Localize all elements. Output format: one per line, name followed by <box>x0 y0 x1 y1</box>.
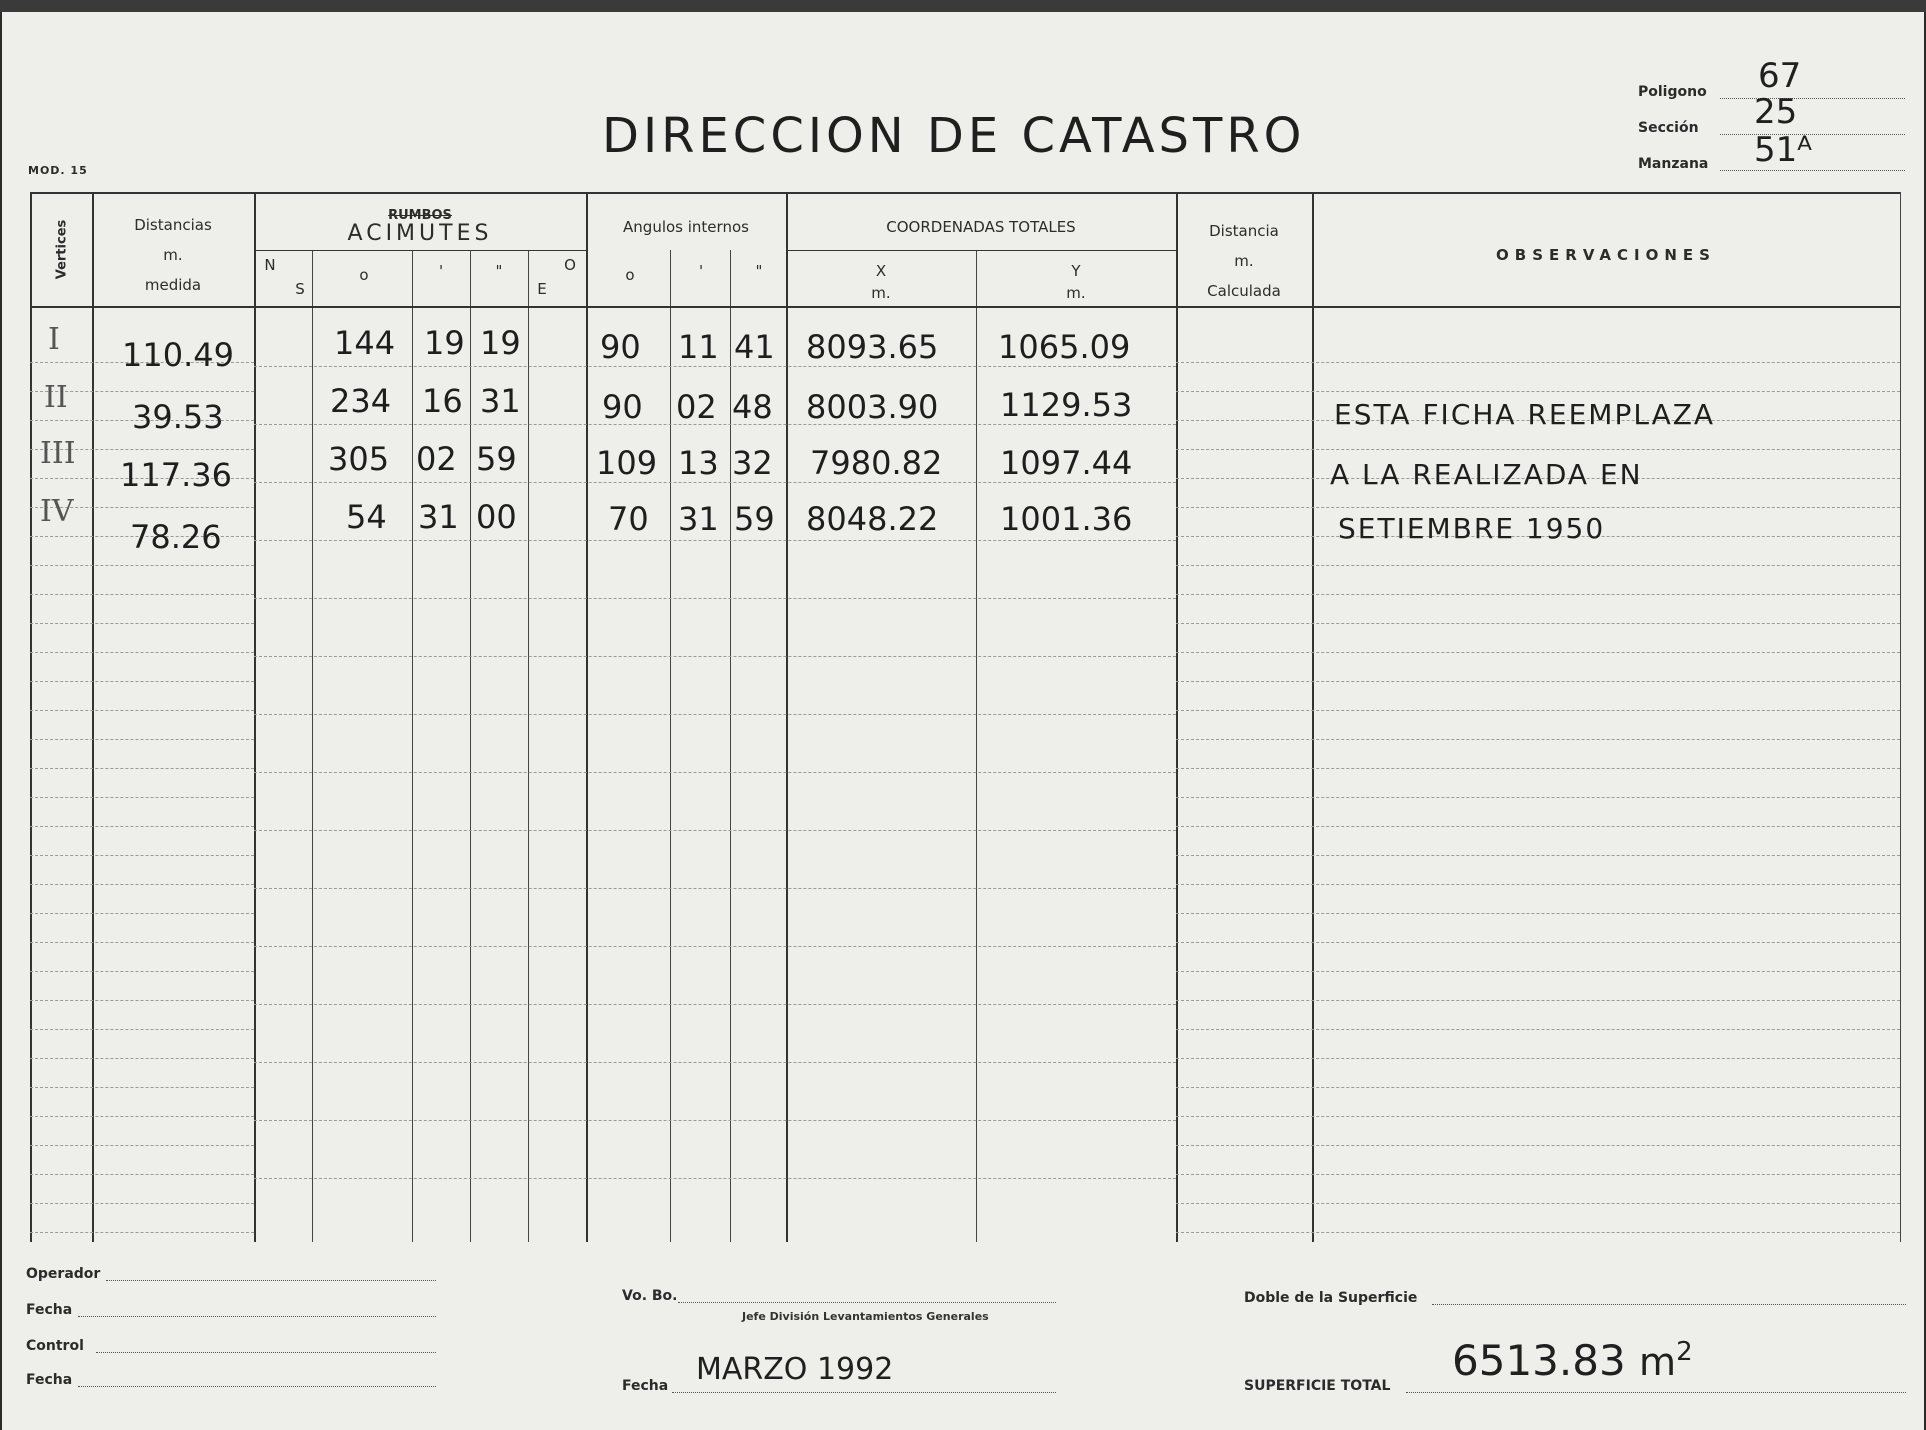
col-line <box>730 250 731 1242</box>
manzana-line <box>1720 170 1905 171</box>
vertices-header-text: Vertices <box>54 219 70 280</box>
col-line <box>470 250 471 1242</box>
row-rule <box>1176 1203 1900 1204</box>
row-rule <box>1176 1029 1900 1030</box>
distance-value: 78.26 <box>130 518 222 556</box>
row-rule <box>30 1145 254 1146</box>
row-rule <box>30 565 254 566</box>
angle-sec: 59 <box>734 500 775 538</box>
row-rule <box>254 1004 1176 1005</box>
row-rule <box>1176 449 1900 450</box>
azimuth-sec: 00 <box>476 498 517 536</box>
coord-x: 7980.82 <box>810 444 943 482</box>
distancia-unit: m. <box>1234 252 1254 270</box>
angle-sec: 41 <box>734 328 775 366</box>
poligono-label: Poligono <box>1638 84 1707 100</box>
poligono-value: 67 <box>1758 56 1802 96</box>
row-rule <box>254 1120 1176 1121</box>
superficie-total-line[interactable] <box>1406 1392 1906 1393</box>
row-rule <box>30 1174 254 1175</box>
row-rule <box>30 797 254 798</box>
row-rule <box>1176 1058 1900 1059</box>
col-line <box>412 250 413 1242</box>
row-rule <box>254 1062 1176 1063</box>
o-label: O <box>564 256 576 274</box>
observation-line: ESTA FICHA REEMPLAZA <box>1334 398 1716 431</box>
row-rule <box>30 1116 254 1117</box>
form-model: MOD. 15 <box>28 164 88 177</box>
row-rule <box>1176 971 1900 972</box>
row-rule <box>1176 565 1900 566</box>
row-rule <box>1176 913 1900 914</box>
coord-x: 8093.65 <box>806 328 939 366</box>
fecha2-label: Fecha <box>26 1372 73 1388</box>
vertices-header <box>40 202 84 302</box>
row-rule <box>30 1232 254 1233</box>
row-rule <box>30 884 254 885</box>
doble-superficie-line[interactable] <box>1432 1304 1906 1305</box>
coord-y: 1001.36 <box>1000 500 1133 538</box>
s-label: S <box>295 280 305 298</box>
ang-min-label: ' <box>698 262 704 280</box>
row-rule <box>254 888 1176 889</box>
min-label: ' <box>438 262 444 280</box>
azimuth-sec: 31 <box>480 382 521 420</box>
control-line[interactable] <box>96 1352 436 1353</box>
poligono-line <box>1720 98 1905 99</box>
azimuth-min: 16 <box>422 382 463 420</box>
superficie-total-value <box>1452 1336 1693 1385</box>
cadastral-form <box>2 12 1924 1430</box>
row-rule <box>1176 797 1900 798</box>
row-rule <box>30 826 254 827</box>
coord-y: 1097.44 <box>1000 444 1133 482</box>
row-rule <box>254 482 1176 483</box>
row-rule <box>1176 362 1900 363</box>
row-rule <box>1176 768 1900 769</box>
col-line <box>1900 192 1901 1242</box>
x-label: X <box>875 262 887 280</box>
distancias-unit: m. <box>163 246 183 264</box>
row-rule <box>1176 1000 1900 1001</box>
col-line <box>92 192 94 1242</box>
col-line <box>586 192 588 1242</box>
y-label: Y <box>1071 262 1081 280</box>
col-line <box>670 250 671 1242</box>
azimuth-deg: 54 <box>346 498 387 536</box>
vertex-label: IV <box>40 494 74 529</box>
header-top-line <box>30 192 1900 194</box>
distancias-title: Distancias <box>134 216 212 234</box>
vobo-line[interactable] <box>678 1302 1056 1303</box>
header-bottom-line <box>30 306 1900 308</box>
fecha2-line[interactable] <box>78 1386 436 1387</box>
angle-min: 02 <box>676 388 717 426</box>
coord-x: 8048.22 <box>806 500 939 538</box>
superficie-exponent: 2 <box>1676 1337 1693 1367</box>
jefe-label: Jefe División Levantamientos Generales <box>742 1310 989 1323</box>
fecha3-label: Fecha <box>622 1378 669 1394</box>
acimutes-title: ACIMUTES <box>347 221 493 246</box>
row-rule <box>1176 681 1900 682</box>
superficie-unit: m <box>1639 1340 1677 1384</box>
azimuth-deg: 234 <box>330 382 392 420</box>
row-rule <box>1176 391 1900 392</box>
observation-line: A LA REALIZADA EN <box>1330 458 1643 491</box>
angle-deg: 90 <box>602 388 643 426</box>
row-rule <box>1176 1174 1900 1175</box>
survey-table <box>30 192 1900 1242</box>
row-rule <box>30 1029 254 1030</box>
fecha-value: MARZO 1992 <box>696 1352 894 1387</box>
row-rule <box>254 366 1176 367</box>
row-rule <box>30 594 254 595</box>
distance-value: 110.49 <box>122 336 234 374</box>
row-rule <box>1176 1232 1900 1233</box>
vertex-label: III <box>40 436 76 471</box>
row-rule <box>1176 1116 1900 1117</box>
row-rule <box>254 946 1176 947</box>
azimuth-min: 19 <box>424 324 465 362</box>
fecha-line[interactable] <box>78 1316 436 1317</box>
row-rule <box>254 714 1176 715</box>
distancia-title: Distancia <box>1209 222 1279 240</box>
angle-sec: 48 <box>732 388 773 426</box>
row-rule <box>1176 594 1900 595</box>
vertex-label: I <box>48 322 60 357</box>
ang-deg-label: o <box>625 266 635 284</box>
row-rule <box>30 623 254 624</box>
fecha3-line[interactable] <box>672 1392 1056 1393</box>
col-line <box>254 192 256 1242</box>
manzana-value: 51ᴬ <box>1754 130 1812 170</box>
col-line <box>1176 192 1178 1242</box>
row-rule <box>1176 739 1900 740</box>
coord-y: 1129.53 <box>1000 386 1133 424</box>
operador-line[interactable] <box>106 1280 436 1281</box>
row-rule <box>254 540 1176 541</box>
top-edge <box>0 0 1926 12</box>
row-rule <box>254 1178 1176 1179</box>
row-rule <box>254 598 1176 599</box>
sec-label: " <box>495 262 503 280</box>
coordenadas-title: COORDENADAS TOTALES <box>886 218 1076 236</box>
angle-min: 11 <box>678 328 719 366</box>
row-rule <box>30 681 254 682</box>
row-rule <box>1176 884 1900 885</box>
angle-min: 31 <box>678 500 719 538</box>
row-rule <box>254 772 1176 773</box>
seccion-label: Sección <box>1638 120 1699 136</box>
distance-value: 117.36 <box>120 456 232 494</box>
angle-sec: 32 <box>732 444 773 482</box>
y-unit: m. <box>1066 284 1086 302</box>
azimuth-deg: 305 <box>328 440 390 478</box>
azimuth-sec: 59 <box>476 440 517 478</box>
azimuth-min: 31 <box>418 498 459 536</box>
acimutes-header <box>254 208 586 246</box>
row-rule <box>1176 826 1900 827</box>
row-rule <box>30 942 254 943</box>
distancias-header <box>92 210 254 300</box>
operador-label: Operador <box>26 1266 101 1282</box>
row-rule <box>30 739 254 740</box>
azimuth-sec: 19 <box>480 324 521 362</box>
superficie-total-label: SUPERFICIE TOTAL <box>1244 1378 1391 1394</box>
row-rule <box>30 1203 254 1204</box>
row-rule <box>30 855 254 856</box>
fecha-label: Fecha <box>26 1302 73 1318</box>
row-rule <box>1176 855 1900 856</box>
row-rule <box>254 656 1176 657</box>
observation-line: SETIEMBRE 1950 <box>1338 512 1606 545</box>
row-rule <box>30 971 254 972</box>
row-rule <box>30 652 254 653</box>
x-unit: m. <box>871 284 891 302</box>
angle-deg: 109 <box>596 444 658 482</box>
doble-superficie-label: Doble de la Superficie <box>1244 1290 1418 1306</box>
row-rule <box>30 913 254 914</box>
col-line <box>976 250 977 1242</box>
row-rule <box>254 830 1176 831</box>
angle-min: 13 <box>678 444 719 482</box>
col-line <box>312 250 313 1242</box>
vobo-label: Vo. Bo. <box>622 1288 678 1304</box>
manzana-label: Manzana <box>1638 156 1709 172</box>
superficie-number: 6513.83 <box>1452 1336 1626 1385</box>
distancias-medida: medida <box>144 276 202 294</box>
azimuth-deg: 144 <box>334 324 396 362</box>
x-header <box>786 260 976 304</box>
row-rule <box>1176 942 1900 943</box>
e-label: E <box>537 280 547 298</box>
row-rule <box>1176 623 1900 624</box>
row-rule <box>1176 1087 1900 1088</box>
n-label: N <box>264 256 276 274</box>
row-rule <box>30 710 254 711</box>
col-line <box>1312 192 1314 1242</box>
seccion-value: 25 <box>1754 92 1798 132</box>
coord-x: 8003.90 <box>806 388 939 426</box>
ang-sec-label: " <box>755 262 763 280</box>
observaciones-title: OBSERVACIONES <box>1496 246 1716 264</box>
y-header <box>976 260 1176 304</box>
distance-value: 39.53 <box>132 398 224 436</box>
row-rule <box>1176 1145 1900 1146</box>
angulos-title: Angulos internos <box>623 218 749 236</box>
control-label: Control <box>26 1338 84 1354</box>
row-rule <box>30 1087 254 1088</box>
col-line <box>528 250 529 1242</box>
angle-deg: 70 <box>608 500 649 538</box>
col-line <box>786 192 788 1242</box>
row-rule <box>30 1000 254 1001</box>
seccion-line <box>1720 134 1905 135</box>
row-rule <box>1176 710 1900 711</box>
azimuth-min: 02 <box>416 440 457 478</box>
row-rule <box>1176 652 1900 653</box>
row-rule <box>1176 507 1900 508</box>
col-line <box>30 192 32 1242</box>
angle-deg: 90 <box>600 328 641 366</box>
calculada-label: Calculada <box>1207 282 1281 300</box>
row-rule <box>30 1058 254 1059</box>
rumbos-struck: RUMBOS <box>388 208 452 223</box>
header-sub-line <box>254 250 586 251</box>
deg-label: o <box>359 266 369 284</box>
row-rule <box>30 768 254 769</box>
coord-y: 1065.09 <box>998 328 1131 366</box>
vertex-label: II <box>44 380 68 415</box>
form-title: DIRECCION DE CATASTRO <box>602 108 1306 164</box>
distancia-calc-header <box>1176 216 1312 306</box>
header-sub-line <box>786 250 1176 251</box>
